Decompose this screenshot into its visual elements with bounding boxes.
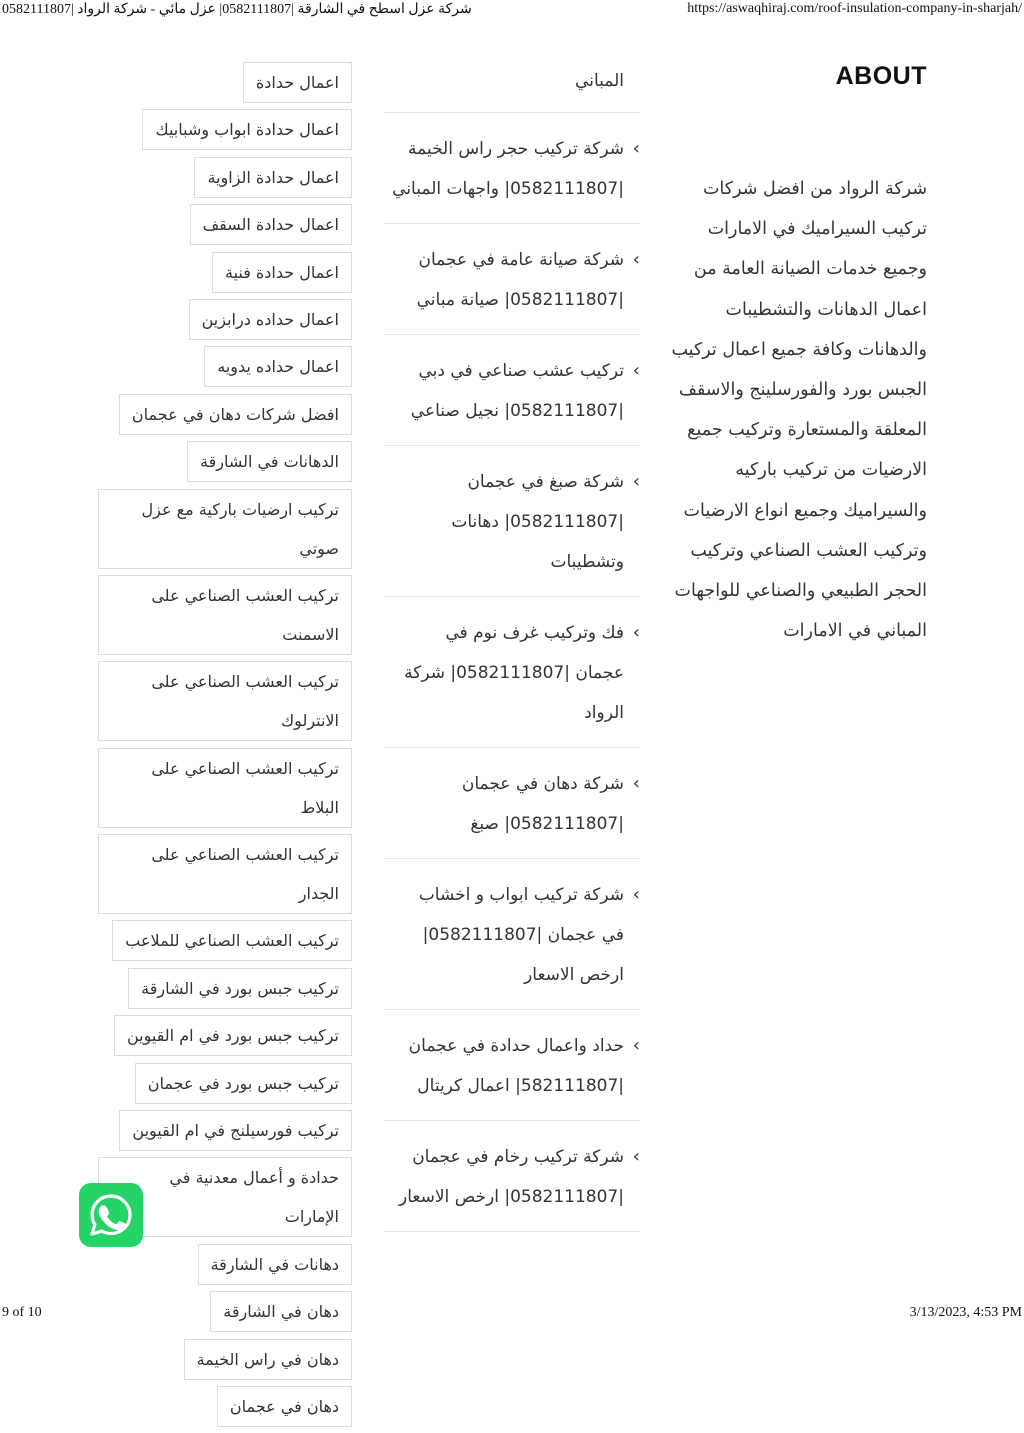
- print-datetime: 3/13/2023, 4:53 PM: [909, 1305, 1022, 1320]
- chevron-right-icon: ›: [632, 360, 640, 381]
- tag-link[interactable]: تركيب فورسيلنج في ام القيوين: [119, 1110, 352, 1151]
- chevron-right-icon: ›: [632, 622, 640, 643]
- recent-post-link[interactable]: شركة دهان في عجمان |0582111807| صبغ: [461, 774, 624, 834]
- recent-post-link[interactable]: شركة تركيب حجر راس الخيمة |0582111807| واجهات المباني: [392, 139, 624, 199]
- tag-link[interactable]: تركيب العشب الصناعي على الانترلوك: [98, 661, 352, 741]
- tag-link[interactable]: اعمال حدادة السقف: [190, 204, 352, 245]
- recent-post-link[interactable]: حداد واعمال حدادة في عجمان |582111807| اعمال كريتال: [408, 1036, 624, 1096]
- tag-link[interactable]: تركيب العشب الصناعي للملاعب: [112, 920, 352, 961]
- tag-link[interactable]: تركيب العشب الصناعي على الاسمنت: [98, 575, 352, 655]
- tag-link[interactable]: اعمال حدادة ابواب وشبابيك: [142, 109, 352, 150]
- chevron-right-icon: ›: [632, 884, 640, 905]
- about-heading: ABOUT: [835, 62, 927, 90]
- tag-link[interactable]: تركيب جبس بورد في عجمان: [135, 1063, 352, 1104]
- recent-post-fragment[interactable]: المباني: [384, 56, 640, 113]
- tag-link[interactable]: تركيب جبس بورد في ام القيوين: [114, 1015, 352, 1056]
- whatsapp-button[interactable]: [79, 1183, 143, 1247]
- tag-link[interactable]: اعمال حداده يدويه: [204, 346, 352, 387]
- chevron-right-icon: ›: [632, 773, 640, 794]
- chevron-right-icon: ›: [632, 1035, 640, 1056]
- about-text: شركة الرواد من افضل شركات تركيب السيراميك في الامارات وجميع خدمات الصيانة العامة من اعمال الدهانات والتشطيبات والدهانات وكافة جميع اعمال تركيب الجبس بورد والفورسلينج والاسقف المعلقة والمستعارة وتركيب جميع الارضيات من تركيب باركيه والسيراميك وجميع انواع الارضيات وتركيب العشب الصناعي وتركيب الحجر الطبيعي والصناعي للواجهات المباني في الامارات: [671, 179, 927, 642]
- tag-link[interactable]: دهان في الشارقة: [210, 1291, 352, 1332]
- tag-link[interactable]: اعمال حدادة: [243, 62, 352, 103]
- recent-post-link[interactable]: شركة صبغ في عجمان |0582111807| دهانات وتشطيبات: [451, 472, 624, 572]
- tag-link[interactable]: دهان في عجمان: [217, 1386, 352, 1427]
- tag-link[interactable]: الدهانات في الشارقة: [187, 441, 352, 482]
- recent-post-link[interactable]: شركة صيانة عامة في عجمان |0582111807| صيانة مباني: [416, 250, 624, 310]
- recent-post-item[interactable]: [384, 335, 640, 446]
- recent-post-item[interactable]: [384, 1121, 640, 1232]
- print-page-number: 9 of 10: [2, 1305, 42, 1320]
- tag-link[interactable]: دهان في راس الخيمة: [184, 1339, 352, 1380]
- tag-link[interactable]: تركيب العشب الصناعي على البلاط: [98, 748, 352, 828]
- recent-post-item[interactable]: [384, 859, 640, 1010]
- recent-post-item[interactable]: [384, 748, 640, 859]
- print-page-url: https://aswaqhiraj.com/roof-insulation-company-in-sharjah/: [687, 1, 1022, 16]
- chevron-right-icon: ›: [632, 471, 640, 492]
- tag-link[interactable]: اعمال حداده درابزين: [189, 299, 352, 340]
- print-page-title: شركة عزل اسطح في الشارقة |0582111807| عزل مائي - شركة الرواد |0582111807: [2, 2, 472, 17]
- recent-post-link[interactable]: فك وتركيب غرف نوم في عجمان |0582111807| شركة الرواد: [404, 623, 624, 723]
- tag-link[interactable]: تركيب ارضيات باركية مع عزل صوتي: [98, 489, 352, 569]
- chevron-right-icon: ›: [632, 1146, 640, 1167]
- recent-post-item[interactable]: [384, 224, 640, 335]
- tag-link[interactable]: تركيب جبس بورد في الشارقة: [128, 968, 352, 1009]
- recent-post-link[interactable]: شركة تركيب ابواب و اخشاب في عجمان |0582111807| ارخص الاسعار: [418, 885, 624, 985]
- chevron-right-icon: ›: [632, 138, 640, 159]
- whatsapp-icon: [87, 1191, 135, 1239]
- recent-post-item[interactable]: [384, 446, 640, 597]
- chevron-right-icon: ›: [632, 249, 640, 270]
- recent-post-item[interactable]: [384, 597, 640, 748]
- recent-post-item[interactable]: [384, 113, 640, 224]
- print-footer: [0, 1305, 1024, 1325]
- tag-link[interactable]: دهانات في الشارقة: [198, 1244, 352, 1285]
- recent-post-link[interactable]: شركة تركيب رخام في عجمان |0582111807| ارخص الاسعار: [399, 1147, 624, 1207]
- tag-link[interactable]: تركيب العشب الصناعي على الجدار: [98, 834, 352, 914]
- about-widget: [665, 62, 927, 651]
- recent-post-item[interactable]: [384, 1010, 640, 1121]
- tag-link[interactable]: اعمال حدادة الزاوية: [194, 157, 352, 198]
- tag-link[interactable]: افضل شركات دهان في عجمان: [119, 394, 352, 435]
- print-header: [0, 0, 1024, 22]
- tag-link[interactable]: اعمال حدادة فنية: [212, 252, 352, 293]
- tag-link[interactable]: حدادة و أعمال معدنية في الإمارات: [98, 1157, 352, 1237]
- recent-post-link[interactable]: تركيب عشب صناعي في دبي |0582111807| نجيل صناعي: [410, 361, 624, 421]
- recent-posts-list: [384, 56, 640, 1232]
